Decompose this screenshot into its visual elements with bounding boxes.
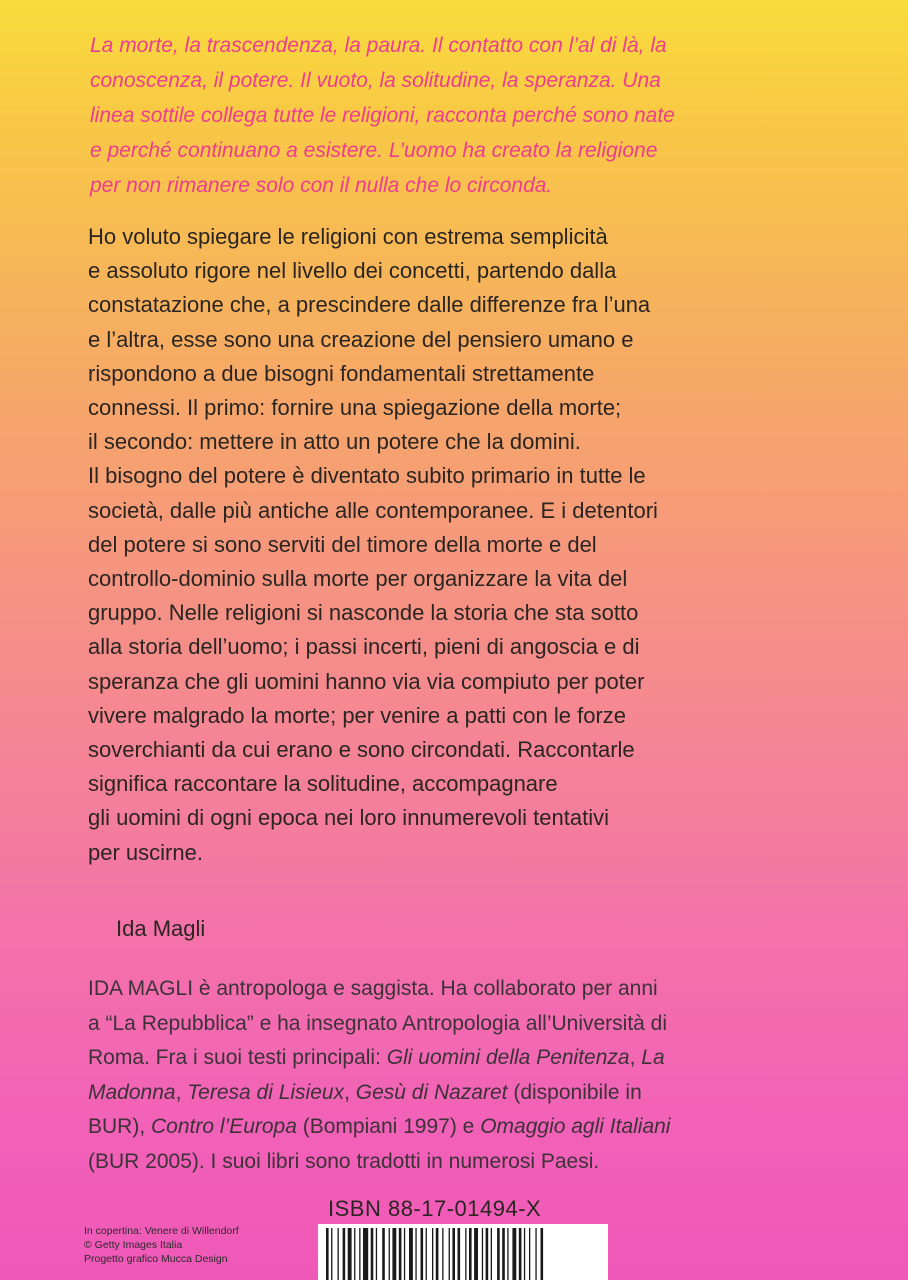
cover-blurb [90, 28, 880, 203]
barcode-bar [541, 1228, 544, 1280]
barcode-bar [482, 1228, 483, 1280]
bio-text: , [344, 1080, 356, 1104]
bio-line [88, 1041, 888, 1076]
barcode-bar [436, 1228, 439, 1280]
main-text-line: constatazione che, a prescindere dalle differenze fra l’una [88, 292, 651, 318]
barcode-bar [432, 1228, 433, 1280]
main-text [88, 220, 888, 870]
main-text-line: vivere malgrado la morte; per venire a patti con le forze [88, 702, 627, 728]
barcode-bar [491, 1228, 492, 1280]
main-text-line: gruppo. Nelle religioni si nasconde la storia che sta sotto [88, 600, 639, 626]
barcode-bar [338, 1228, 339, 1280]
main-text-line: controllo-dominio sulla morte per organizzare la vita del [88, 566, 628, 592]
barcode-bar [469, 1228, 472, 1280]
main-text-line: per uscirne. [88, 839, 203, 865]
barcode-bar [465, 1228, 466, 1280]
book-title: Gesù di Nazaret [355, 1080, 508, 1104]
main-text-line: rispondono a due bisogni fondamentali strettamente [88, 360, 595, 386]
barcode-bar [535, 1228, 536, 1280]
barcode-bar [354, 1228, 355, 1280]
credit-line: In copertina: Venere di Willendorf [84, 1225, 239, 1237]
bio-text: (Bompiani 1997) e [296, 1115, 481, 1138]
barcode-bar [474, 1228, 478, 1280]
book-title: Contro l’Europa [151, 1115, 297, 1138]
main-text-line: e assoluto rigore nel livello dei concetti, partendo dalla [88, 258, 617, 284]
main-text-line: connessi. Il primo: fornire una spiegazione della morte; [88, 395, 622, 421]
barcode-bar [404, 1228, 405, 1280]
barcode-bar [512, 1228, 516, 1280]
barcode-bar [421, 1228, 424, 1280]
bio-line: a “La Repubblica” e ha insegnato Antropologia all’Università di [88, 1011, 668, 1035]
bio-text: Roma. Fra i suoi testi principali: [88, 1046, 387, 1069]
main-text-line: il secondo: mettere in atto un potere che la domini. [88, 429, 581, 455]
credit-line: © Getty Images Italia [84, 1239, 183, 1251]
blurb-line: per non rimanere solo con il nulla che lo circonda. [90, 174, 553, 197]
author-bio [88, 972, 888, 1179]
book-title: Omaggio agli Italiani [480, 1115, 671, 1138]
barcode-bar [426, 1228, 427, 1280]
book-title: Madonna [88, 1080, 176, 1104]
main-text-line: società, dalle più antiche alle contemporanee. E i detentori [88, 497, 658, 523]
bio-line: IDA MAGLI è antropologa e saggista. Ha collaborato per anni [88, 977, 658, 1000]
bio-text: , [175, 1080, 188, 1104]
barcode-bar [363, 1228, 368, 1280]
book-title: Teresa di Lisieux [187, 1080, 345, 1104]
main-text-line: speranza che gli uomini hanno via via compiuto per poter [88, 668, 645, 694]
barcode-bar [415, 1228, 416, 1280]
bio-text: (disponibile in [507, 1080, 642, 1104]
blurb-line: linea sottile collega tutte le religioni, racconta perché sono nate [90, 104, 675, 127]
author-signature: Ida Magli [116, 916, 206, 941]
barcode [318, 1224, 608, 1280]
book-title: La [641, 1046, 665, 1069]
cover-credits [84, 1224, 239, 1266]
barcode-bar [519, 1228, 522, 1280]
main-text-line: Ho voluto spiegare le religioni con estrema semplicità [88, 224, 608, 249]
bio-line: (BUR 2005). I suoi libri sono tradotti in numerosi Paesi. [88, 1149, 600, 1173]
blurb-line: conoscenza, il potere. Il vuoto, la solitudine, la speranza. Una [90, 69, 661, 92]
barcode-bar [376, 1228, 377, 1280]
barcode-bar [389, 1228, 390, 1280]
barcode-bar [331, 1228, 332, 1280]
barcode-bar [507, 1228, 508, 1280]
barcode-bar [326, 1228, 329, 1280]
barcode-bar [502, 1228, 505, 1280]
blurb-line: e perché continuano a esistere. L’uomo ha creato la religione [90, 139, 658, 162]
isbn-label: ISBN 88-17-01494-X [328, 1196, 542, 1221]
barcode-bar [452, 1228, 455, 1280]
barcode-bar [442, 1228, 443, 1280]
barcode-bar [497, 1228, 500, 1280]
credit-line: Progetto grafico Mucca Design [84, 1253, 228, 1265]
barcode-bar [486, 1228, 489, 1280]
main-text-line: significa raccontare la solitudine, accompagnare [88, 771, 558, 797]
bio-line [88, 1110, 888, 1145]
bio-text: , [629, 1046, 642, 1069]
barcode-bar [409, 1228, 413, 1280]
barcode-bar [529, 1228, 530, 1280]
barcode-bar [524, 1228, 525, 1280]
main-text-line: e l’altra, esse sono una creazione del pensiero umano e [88, 326, 634, 352]
blurb-line: La morte, la trascendenza, la paura. Il contatto con l’al di là, la [90, 34, 667, 57]
main-text-line: Il bisogno del potere è diventato subito primario in tutte le [88, 463, 646, 489]
book-title: Gli uomini della Penitenza [386, 1046, 630, 1069]
main-text-line: gli uomini di ogni epoca nei loro innumerevoli tentativi [88, 805, 609, 831]
barcode-bar [348, 1228, 352, 1280]
main-text-line: del potere si sono serviti del timore della morte e del [88, 531, 597, 557]
barcode-bar [458, 1228, 461, 1280]
barcode-bar [359, 1228, 360, 1280]
barcode-bar [399, 1228, 402, 1280]
main-text-line: alla storia dell’uomo; i passi incerti, pieni di angoscia e di [88, 634, 640, 660]
barcode-graphic [318, 1224, 608, 1280]
barcode-bar [343, 1228, 346, 1280]
main-text-line: soverchianti da cui erano e sono circondati. Raccontarle [88, 737, 635, 763]
barcode-bar [371, 1228, 374, 1280]
bio-text: BUR), [88, 1115, 151, 1138]
barcode-bar [382, 1228, 385, 1280]
bio-line [88, 1076, 888, 1111]
barcode-bar [392, 1228, 396, 1280]
barcode-bar [449, 1228, 450, 1280]
